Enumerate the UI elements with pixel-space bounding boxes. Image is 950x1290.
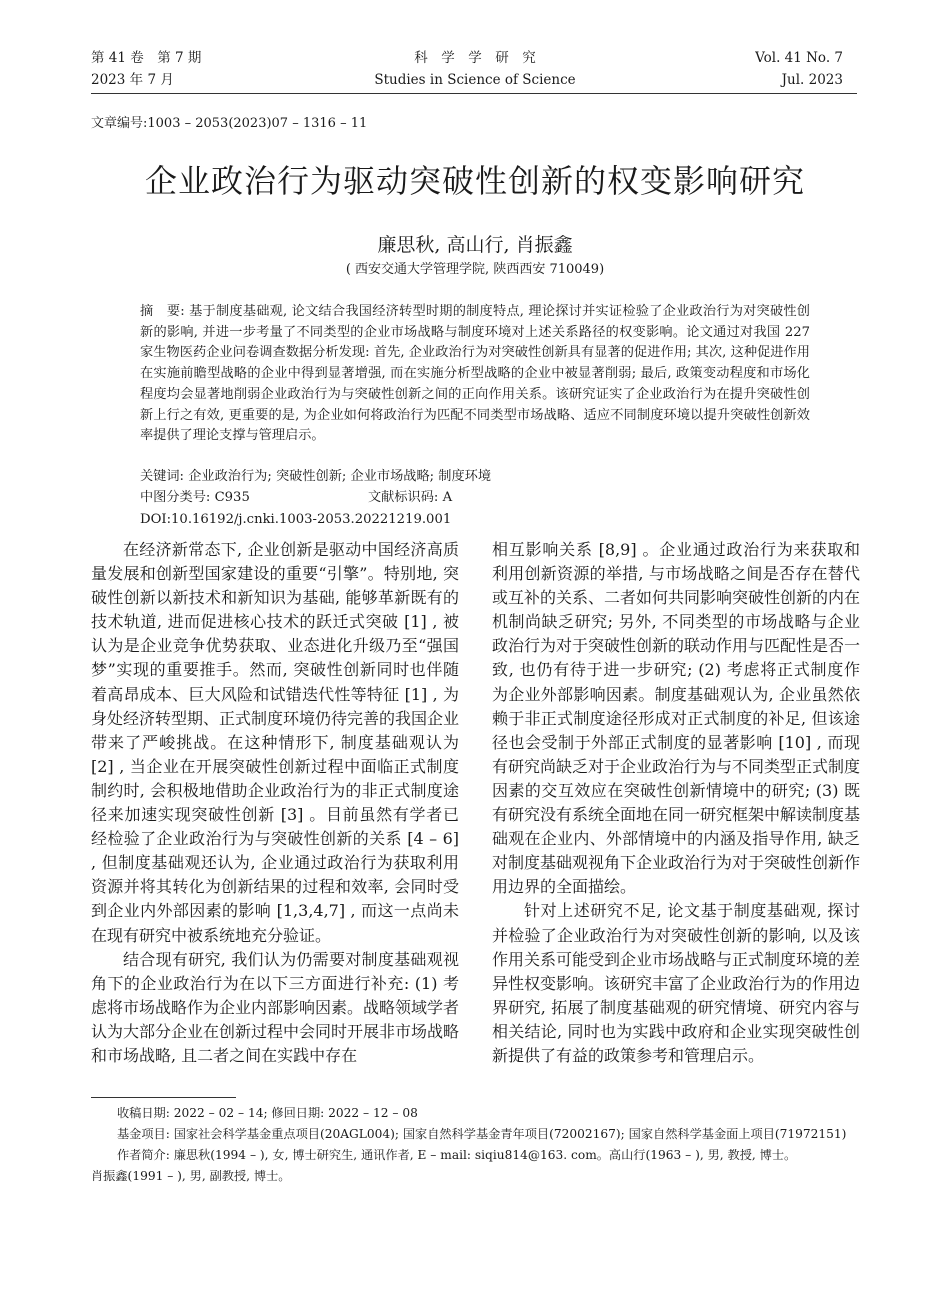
author-bio-continued: 肖振鑫(1991 – ), 男, 副教授, 博士。 xyxy=(91,1169,291,1183)
body-paragraph: 相互影响关系 [8,9] 。企业通过政治行为来获取和利用创新资源的举措, 与市场战略之间是否存在替代或互补的关系、二者如何共同影响突破性创新的内在机制尚缺乏研究; 另外, 不同类型的市场战略与企业政治行为对于突破性创新的联动作用与匹配性是否一致, 也仍有待于进一步研究; (2) 考虑将正式制度作为企业外部影响因素。制度基础观认为, 企业虽然依赖于非正式制度途径形成对正式制度的补足, 但该途径也会受制于外部正式制度的显著影响 [10] , 而现有研究尚缺乏对于企业政治行为与不同类型正式制度因素的交互效应在突破性创新情境中的研究; (3) 既有研究没有系统全面地在同一研究框架中解读制度基础观在企业内、外部情境中的内涵及指导作用, 缺乏对制度基础观视角下企业政治行为对于突破性创新作用边界的全面描绘。 xyxy=(492,540,861,897)
affiliation: ( 西安交通大学管理学院, 陕西西安 710049) xyxy=(345,262,605,277)
journal-name-en: Studies in Science of Science xyxy=(374,72,576,88)
author-list: 廉思秋, 高山行, 肖振鑫 xyxy=(377,234,573,256)
issue-date: 2023 年 7 月 xyxy=(91,72,174,88)
journal-name-cn: 科 学 学 研 究 xyxy=(414,50,536,66)
body-paragraph: 在经济新常态下, 企业创新是驱动中国经济高质量发展和创新型国家建设的重要“引擎”。特别地, 突破性创新以新技术和新知识为基础, 能够革新既有的技术轨道, 进而促进核心技术的跃迁式突破 [1] , 被认为是企业竞争优势获取、业态进化升级乃至“强国梦”实现的重要推手。然而, 突破性创新同时也伴随着高昂成本、巨大风险和试错迭代性等特征 [1] , 为身处经济转型期、正式制度环境仍待完善的我国企业带来了严峻挑战。在这种情形下, 制度基础观认为 [2] , 当企业在开展突破性创新过程中面临正式制度制约时, 会积极地借助企业政治行为的非正式制度途径来加速实现突破性创新 [3] 。目前虽然有学者已经检验了企业政治行为与突破性创新的关系 [4 – 6] , 但制度基础观还认为, 企业通过政治行为获取利用资源并将其转化为创新结果的过程和效率, 会同时受到企业内外部因素的影响 [1,3,4,7] , 而这一点尚未在现有研究中被系统地充分验证。 xyxy=(91,540,460,945)
abstract: 摘 要: 基于制度基础观, 论文结合我国经济转型时期的制度特点, 理论探讨并实证检验了企业政治行为对突破性创新的影响, 并进一步考量了不同类型的企业市场战略与制度环境对上述关系路径的权变影响。论文通过对我国 227 家生物医药企业问卷调查数据分析发现: 首先, 企业政治行为对突破性创新具有显著的促进作用; 其次, 这种促进作用在实施前瞻型战略的企业中得到显著增强, 而在实施分析型战略的企业中被显著削弱; 最后, 政策变动程度和市场化程度均会显著地削弱企业政治行为与突破性创新之间的正向作用关系。该研究证实了企业政治行为在提升突破性创新上行之有效, 更重要的是, 为企业如何将政治行为匹配不同类型市场战略、适应不同制度环境以提升突破性创新效率提供了理论支撑与管理启示。 xyxy=(140,304,810,444)
body-column-left xyxy=(91,538,459,1068)
body-column-right xyxy=(492,538,860,1068)
keywords: 关键词: 企业政治行为; 突破性创新; 企业市场战略; 制度环境 xyxy=(140,469,492,484)
received-date: 收稿日期: 2022 – 02 – 14; 修回日期: 2022 – 12 – 08 xyxy=(117,1106,418,1120)
issue-date-en: Jul. 2023 xyxy=(781,72,843,88)
paper-title: 企业政治行为驱动突破性创新的权变影响研究 xyxy=(144,162,805,200)
author-bio: 作者简介: 廉思秋(1994 – ), 女, 博士研究生, 通讯作者, E – mail: siqiu814@163. com。高山行(1963 – ), 男, 教授, 博士。 xyxy=(117,1148,797,1162)
journal-issue-info-en xyxy=(755,47,843,91)
fund-info: 基金项目: 国家社会科学基金重点项目(20AGL004); 国家自然科学基金青年项目(72002167); 国家自然科学基金面上项目(71972151) xyxy=(117,1127,847,1141)
volume-issue-en: Vol. 41 No. 7 xyxy=(755,50,843,66)
classification-number: 中图分类号: C935 xyxy=(140,490,250,505)
doi: DOI:10.16192/j.cnki.1003-2053.20221219.001 xyxy=(140,512,452,527)
body-paragraph: 结合现有研究, 我们认为仍需要对制度基础观视角下的企业政治行为在以下三方面进行补充: (1) 考虑将市场战略作为企业内部影响因素。战略领域学者认为大部分企业在创新过程中会同时开展非市场战略和市场战略, 且二者之间在实践中存在 xyxy=(91,949,460,1065)
volume-issue: 第 41 卷 第 7 期 xyxy=(91,50,202,66)
header-rule xyxy=(91,93,857,94)
article-number: 文章编号:1003 – 2053(2023)07 – 1316 – 11 xyxy=(91,116,368,131)
body-paragraph: 针对上述研究不足, 论文基于制度基础观, 探讨并检验了企业政治行为对突破性创新的影响, 以及该作用关系可能受到企业市场战略与正式制度环境的差异性权变影响。该研究丰富了企业政治行为的作用边界研究, 拓展了制度基础观的研究情境、研究内容与相关结论, 同时也为实践中政府和企业实现突破性创新提供了有益的政策参考和管理启示。 xyxy=(492,901,861,1065)
footnote-rule xyxy=(91,1097,236,1098)
footnotes xyxy=(91,1103,861,1187)
document-code: 文献标识码: A xyxy=(368,490,453,505)
